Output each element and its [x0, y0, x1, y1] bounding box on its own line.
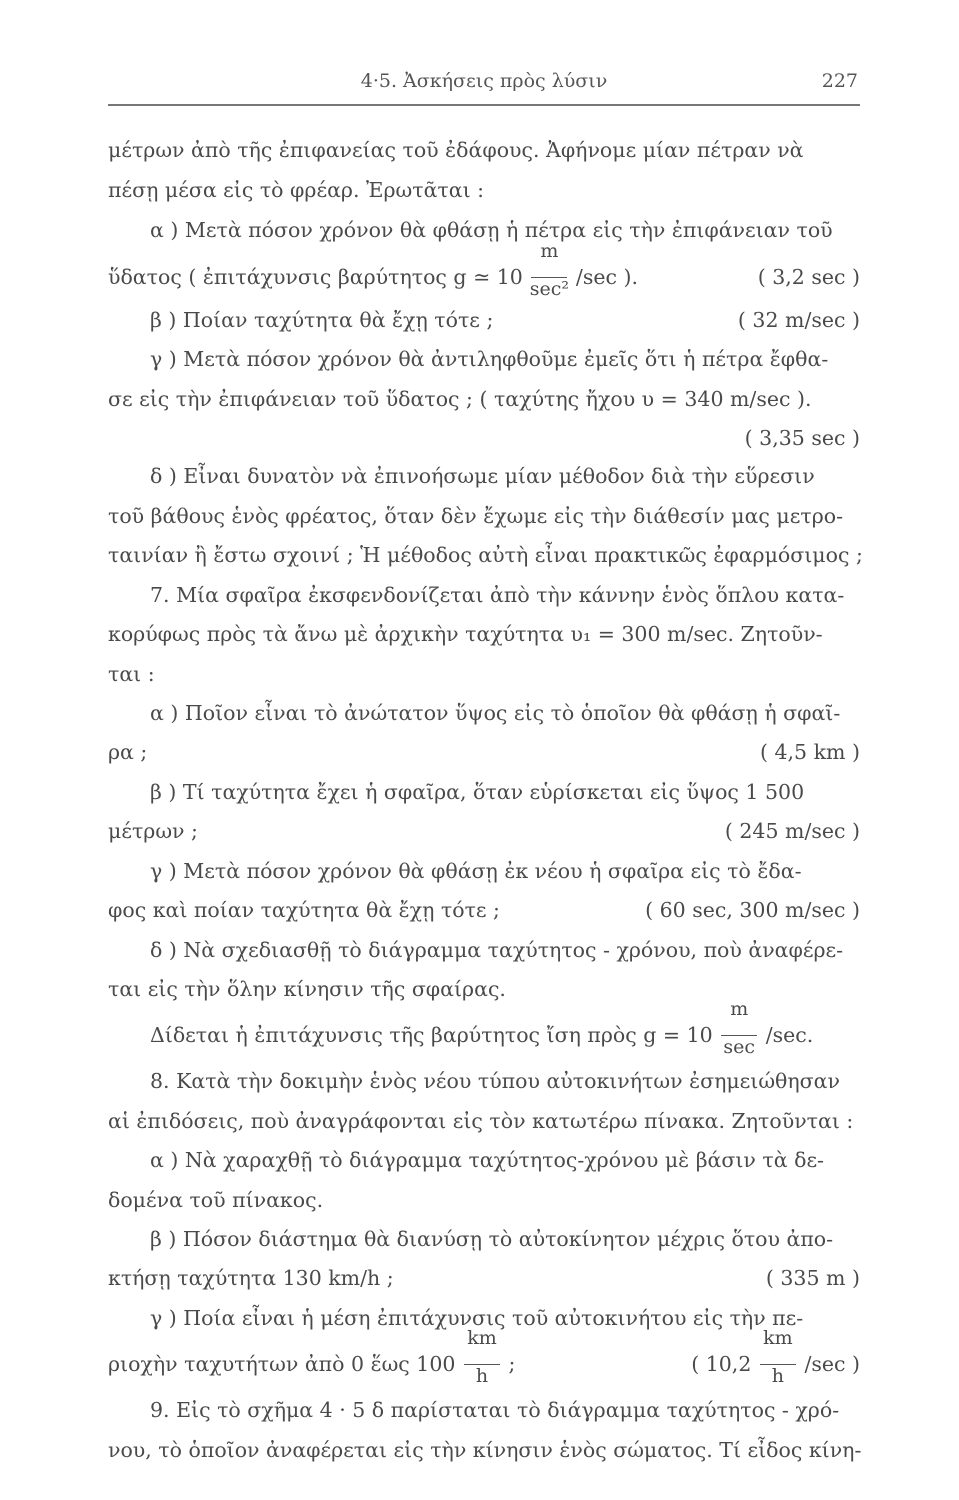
text-segment: φος καὶ ποίαν ταχύτητα θὰ ἔχῃ τότε ; — [108, 898, 500, 922]
text-segment: /sec ). — [575, 265, 638, 289]
question-b-line — [150, 303, 860, 337]
text-line: τοῦ βάθους ἑνὸς φρέατος, ὅταν δὲν ἔχωμε εἰς τὴν διάθεσίν μας μετρο- — [108, 504, 844, 528]
text-line: ταινίαν ἢ ἔστω σχοινί ; Ἡ μέθοδος αὐτὴ εἶναι πρακτικῶς ἐφαρμόσιμος ; — [108, 543, 863, 567]
page-number: 227 — [821, 70, 858, 92]
question-d-line: δ ) Νὰ σχεδιασθῇ τὸ διάγραμμα ταχύτητος - χρόνου, ποὺ ἀναφέρε- — [150, 938, 844, 962]
answer: ( 335 m ) — [765, 1266, 860, 1290]
page-header — [108, 70, 860, 106]
text-line-with-fraction — [108, 1327, 860, 1387]
question-c-line: γ ) Μετὰ πόσον χρόνον θὰ ἀντιληφθοῦμε ἐμεῖς ὅτι ἡ πέτρα ἔφθα- — [150, 347, 829, 371]
text-segment: ὕδατος ( ἐπιτάχυνσις βαρύτητος g ≃ 10 — [108, 265, 523, 289]
exercise-7-line: 7. Μία σφαῖρα ἐκσφενδονίζεται ἀπὸ τὴν κάννην ἑνὸς ὅπλου κατα- — [150, 583, 845, 607]
text-line — [108, 893, 860, 927]
question-a-line: α ) Μετὰ πόσον χρόνον θὰ φθάσῃ ἡ πέτρα εἰς τὴν ἐπιφάνειαν τοῦ — [150, 218, 833, 242]
text-line: αἱ ἐπιδόσεις, ποὺ ἀναγράφονται εἰς τὸν κατωτέρω πίνακα. Ζητοῦνται : — [108, 1109, 854, 1133]
text-line: πέσῃ μέσα εἰς τὸ φρέαρ. Ἐρωτᾶται : — [108, 178, 485, 202]
text-segment: /sec ) — [804, 1352, 860, 1376]
exercise-9-line: 9. Εἰς τὸ σχῆμα 4 · 5 δ παρίσταται τὸ διάγραμμα ταχύτητος - χρό- — [150, 1398, 840, 1422]
fraction-denominator: h — [475, 1365, 489, 1387]
fraction-numerator: km — [467, 1327, 497, 1349]
text-segment: Δίδεται ἡ ἐπιτάχυνσις τῆς βαρύτητος ἴση πρὸς g = 10 — [150, 1023, 713, 1047]
fraction-numerator: km — [763, 1327, 793, 1349]
fraction-numerator: m — [540, 240, 559, 262]
fraction-denominator: sec — [723, 1036, 756, 1058]
text-line — [108, 1261, 860, 1295]
answer: ( 245 m/sec ) — [724, 819, 860, 843]
text-line: ται εἰς τὴν ὅλην κίνησιν τῆς σφαίρας. — [108, 977, 506, 1001]
text-segment: ; — [508, 1352, 516, 1376]
text-line: νου, τὸ ὁποῖον ἀναφέρεται εἰς τὴν κίνησιν ἑνὸς σώματος. Τί εἶδος κίνη- — [108, 1438, 862, 1462]
fraction — [529, 240, 570, 300]
fraction-numerator: m — [730, 998, 749, 1020]
given-line — [150, 998, 860, 1058]
exercise-8-line: 8. Κατὰ τὴν δοκιμὴν ἑνὸς νέου τύπου αὐτοκινήτων ἐσημειώθησαν — [150, 1069, 840, 1093]
question-text: β ) Ποίαν ταχύτητα θὰ ἔχῃ τότε ; — [150, 308, 494, 332]
text-segment: ρα ; — [108, 740, 148, 764]
text-segment: /sec. — [765, 1023, 814, 1047]
fraction-denominator: h — [771, 1365, 785, 1387]
answer-line — [108, 421, 860, 455]
fraction — [462, 1327, 502, 1387]
text-line: ται : — [108, 662, 155, 686]
answer — [691, 1327, 860, 1387]
question-b-line: β ) Τί ταχύτητα ἔχει ἡ σφαῖρα, ὅταν εὑρίσκεται εἰς ὕψος 1 500 — [150, 780, 805, 804]
text-segment: κτήσῃ ταχύτητα 130 km/h ; — [108, 1266, 394, 1290]
text-line: δομένα τοῦ πίνακος. — [108, 1188, 324, 1212]
answer: ( 32 m/sec ) — [737, 308, 860, 332]
question-c-line: γ ) Μετὰ πόσον χρόνον θὰ φθάσῃ ἐκ νέου ἡ σφαῖρα εἰς τὸ ἔδα- — [150, 859, 802, 883]
text-segment: ριοχὴν ταχυτήτων ἀπὸ 0 ἕως 100 — [108, 1352, 456, 1376]
answer: ( 60 sec, 300 m/sec ) — [645, 898, 860, 922]
text-line — [108, 814, 860, 848]
answer: ( 3,2 sec ) — [757, 265, 860, 289]
text-line: μέτρων ἀπὸ τῆς ἐπιφανείας τοῦ ἐδάφους. Ἀφήνομε μίαν πέτραν νὰ — [108, 138, 804, 162]
fraction — [758, 1327, 798, 1387]
section-title: 4·5. Ἀσκήσεις πρὸς λύσιν — [360, 70, 608, 92]
text-line: σε εἰς τὴν ἐπιφάνειαν τοῦ ὕδατος ; ( ταχύτης ἤχου υ = 340 m/sec ). — [108, 387, 812, 411]
text-segment: μέτρων ; — [108, 819, 198, 843]
answer: ( 3,35 sec ) — [744, 426, 860, 450]
answer: ( 4,5 km ) — [759, 740, 860, 764]
question-a-line: α ) Ποῖον εἶναι τὸ ἀνώτατον ὕψος εἰς τὸ ὁποῖον θὰ φθάσῃ ἡ σφαῖ- — [150, 701, 841, 725]
question-d-line: δ ) Εἶναι δυνατὸν νὰ ἐπινοήσωμε μίαν μέθοδον διὰ τὴν εὕρεσιν — [150, 464, 815, 488]
question-c-line: γ ) Ποία εἶναι ἡ μέση ἐπιτάχυνσις τοῦ αὐτοκινήτου εἰς τὴν πε- — [150, 1306, 804, 1330]
question-b-line: β ) Πόσον διάστημα θὰ διανύσῃ τὸ αὐτοκίνητον μέχρις ὅτου ἀπο- — [150, 1227, 834, 1251]
text-line: κορύφως πρὸς τὰ ἄνω μὲ ἀρχικὴν ταχύτητα υ₁ = 300 m/sec. Ζητοῦν- — [108, 622, 823, 646]
fraction — [719, 998, 759, 1058]
text-line-with-fraction — [108, 240, 860, 300]
text-segment: ( 10,2 — [691, 1352, 752, 1376]
text-line — [108, 735, 860, 769]
question-a-line: α ) Νὰ χαραχθῇ τὸ διάγραμμα ταχύτητος-χρόνου μὲ βάσιν τὰ δε- — [150, 1148, 824, 1172]
fraction-denominator: sec² — [529, 278, 570, 300]
